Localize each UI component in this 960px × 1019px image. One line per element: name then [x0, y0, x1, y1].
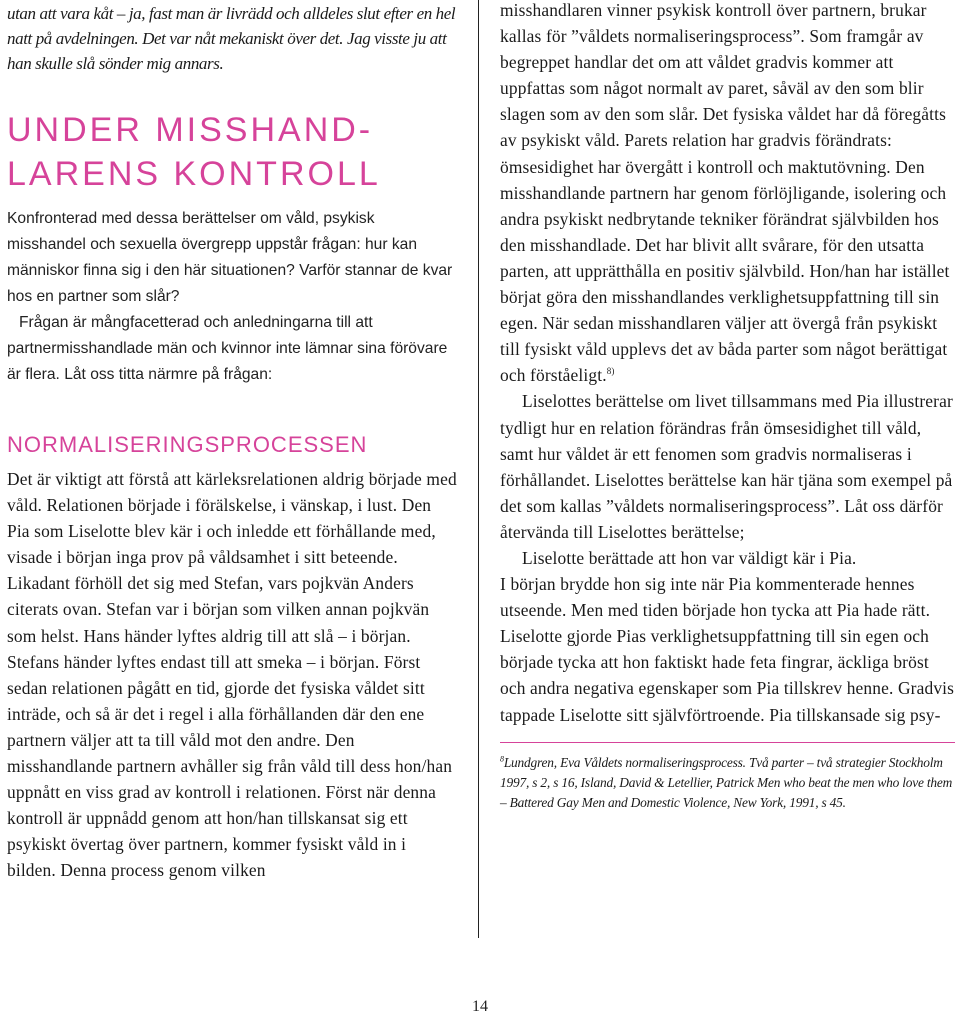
body-paragraph-right-1 [500, 0, 955, 388]
section-heading-line-2: LARENS KONTROLL [7, 155, 381, 193]
body-paragraph-left: Det är viktigt att förstå att kärleksrelationen aldrig började med våld. Relationen började i förälskelse, i vänskap, i lust. Den Pia som Liselotte blev kär i och inledde ett förhållande med, visade i början inga prov på våldsamhet i sitt beteende. Likadant förhöll det sig med Stefan, vars pojkvän Anders citerats ovan. Stefan var i början som vilken annan pojkvän som helst. Hans händer lyftes aldrig till att slå – i början. Stefans händer lyftes endast till att smeka – i början. Först sedan relationen pågått en tid, gjorde det fysiska våldet sitt inträde, och så är det i regel i alla förhållanden där den ene partnern väljer att ta till våld mot den andre. Den misshandlande partnern avhåller sig från våld till dess hon/han uppnått en viss grad av kontroll i relationen. Först när denna kontroll är uppnådd genom att hon/han tillskansat sig ett psykiskt övertag över partnern, kommer fysiskt våld in i bilden. Denna process genom vilken [7, 469, 457, 881]
footnote [500, 753, 955, 813]
left-column [7, 0, 457, 884]
section-heading-line-1: UNDER MISSHAND- [7, 111, 374, 149]
footnote-mark: 8 [500, 754, 504, 764]
body-paragraph-right-4: I början brydde hon sig inte när Pia kommenterade hennes utseende. Men med tiden började hon tycka att Pia hade rätt. Liselotte gjorde Pias verklighetsuppfattning till sin egen och började tycka att hon faktiskt hade feta fingrar, äckliga bröst och andra negativa egenskaper som Pia tillskrev henne. Gradvis tappade Liselotte sitt självförtroende. Pia tillskansade sig psy- [500, 574, 955, 725]
footnote-divider [500, 742, 955, 743]
footnote-reference[interactable]: 8) [606, 366, 615, 377]
body-paragraph-right-3: Liselotte berättade att hon var väldigt kär i Pia. [522, 547, 857, 568]
lead-paragraph-2: Frågan är mångfacetterad och anledningarna till att partnermisshandlade män och kvinnor inte lämnar sina förövare är flera. Låt oss titta närmre på frågan: [7, 314, 448, 383]
subsection-heading: NORMALISERINGSPROCESSEN [7, 432, 368, 457]
body-paragraph-right-1-text: misshandlaren vinner psykisk kontroll över partnern, brukar kallas för ”våldets normaliseringsprocess”. Som framgår av begreppet handlar det om att våldet gradvis kommer att uppfattas som något normalt av paret, såväl av den som blir slagen som av den som slår. Det fysiska våldet har då föregåtts av psykiskt våld. Parets relation har gradvis förändrats: ömsesidighet har övergått i kontroll och maktutövning. Den misshandlande partnern har genom förlöjligande, isolering och andra psykiskt nedbrytande tekniker förändrat självbilden hos den misshandlade. Det har blivit allt svårare, för den utsatta parten, att upprätthålla en positiv självbild. Hon/han har istället börjat göra den misshandlandes verklighetsuppfattning till sin egen. När sedan misshandlaren väljer att övergå från psykiskt till fysiskt våld upplevs det av båda parter som något berättigat och förståeligt. [500, 0, 950, 386]
right-column [500, 0, 955, 813]
intro-quote: utan att vara kåt – ja, fast man är livrädd och alldeles slut efter en hel natt på avdelningen. Det var nåt mekaniskt över det. Jag visste ju att han skulle slå sönder mig annars. [7, 4, 456, 73]
page-number: 14 [472, 998, 488, 1015]
footnote-text: Lundgren, Eva Våldets normaliseringsprocess. Två parter – två strategier Stockholm 1997, s 2, s 16, Island, David & Letellier, Patrick Men who beat the men who love them – Battered Gay Men and Domestic Violence, New York, 1991, s 45. [500, 754, 953, 810]
column-divider [478, 0, 479, 938]
lead-paragraph-1: Konfronterad med dessa berättelser om våld, psykisk misshandel och sexuella övergrepp uppstår frågan: hur kan människor finna sig i den här situationen? Varför stannar de kvar hos en partner som slår? [7, 210, 453, 305]
body-paragraph-right-2: Liselottes berättelse om livet tillsammans med Pia illustrerar tydligt hur en relation förändras från ömsesidighet till våld, samt hur våldet är ett fenomen som gradvis normaliseras i förhållandet. Liselottes berättelse kan här tjäna som exempel på det som kallas ”våldets normaliseringsprocess”. Låt oss därför återvända till Liselottes berättelse; [500, 391, 953, 542]
section-heading [7, 108, 457, 196]
